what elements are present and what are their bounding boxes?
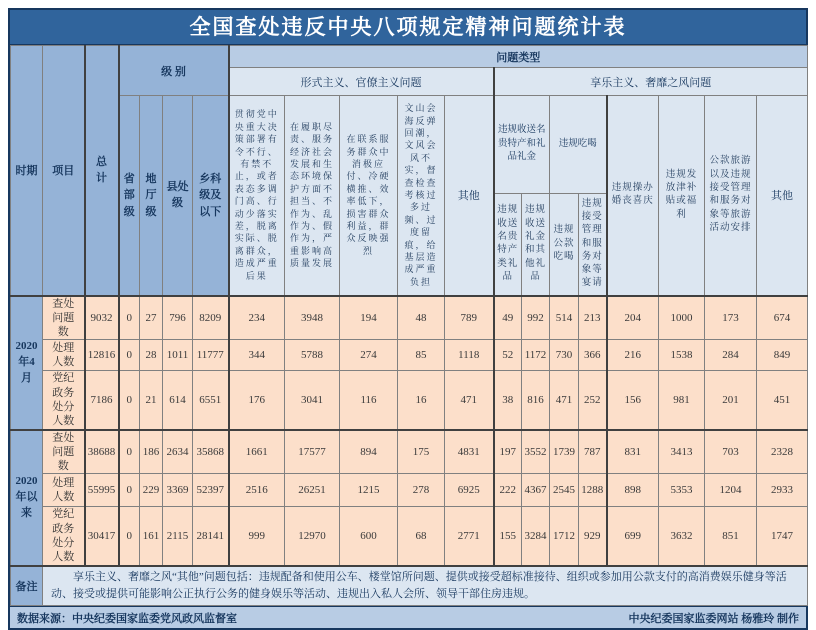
- value-cell: 2634: [163, 430, 193, 474]
- value-cell: 161: [140, 507, 163, 566]
- col-header-level-prefecture: 地厅级: [140, 96, 163, 296]
- credit: 中央纪委国家监委网站 杨雅玲 制作: [628, 612, 799, 625]
- value-cell: 116: [340, 371, 398, 430]
- value-cell: 55995: [85, 474, 119, 507]
- value-cell: 194: [340, 296, 398, 340]
- value-cell: 26251: [285, 474, 340, 507]
- value-cell: 49: [494, 296, 522, 340]
- value-cell: 6925: [445, 474, 494, 507]
- col-header-formalism-group: 形式主义、官僚主义问题: [229, 68, 494, 96]
- value-cell: 3632: [659, 507, 705, 566]
- col-header-gift-specialty: 违规收送名贵特产类礼品: [494, 194, 522, 296]
- value-cell: 789: [445, 296, 494, 340]
- value-cell: 3369: [163, 474, 193, 507]
- col-header-formalism-1: 贯彻党中央重大决策部署有令不行、有禁不止，或者表态多调门高、行动少落实差，脱离实际、脱离群众，造成严重后果: [229, 96, 285, 296]
- value-cell: 3041: [285, 371, 340, 430]
- value-cell: 173: [705, 296, 757, 340]
- value-cell: 0: [119, 507, 140, 566]
- statistics-sheet: [8, 8, 808, 630]
- value-cell: 11777: [193, 340, 229, 371]
- value-cell: 1739: [550, 430, 579, 474]
- value-cell: 1011: [163, 340, 193, 371]
- value-cell: 17577: [285, 430, 340, 474]
- col-header-travel: 公款旅游以及违规接受管理和服务对象等旅游活动安排: [705, 96, 757, 296]
- value-cell: 213: [579, 296, 607, 340]
- value-cell: 156: [607, 371, 659, 430]
- value-cell: 176: [229, 371, 285, 430]
- value-cell: 234: [229, 296, 285, 340]
- value-cell: 229: [140, 474, 163, 507]
- value-cell: 1215: [340, 474, 398, 507]
- value-cell: 0: [119, 474, 140, 507]
- value-cell: 344: [229, 340, 285, 371]
- value-cell: 16: [398, 371, 445, 430]
- value-cell: 175: [398, 430, 445, 474]
- value-cell: 3284: [522, 507, 550, 566]
- value-cell: 12970: [285, 507, 340, 566]
- col-header-level-township: 乡科级及以下: [193, 96, 229, 296]
- value-cell: 5353: [659, 474, 705, 507]
- value-cell: 204: [607, 296, 659, 340]
- row-label: 处理人数: [43, 474, 85, 507]
- remark-text: 享乐主义、奢靡之风“其他”问题包括：违规配备和使用公车、楼堂馆所问题、提供或接受超标准接待、组织或参加用公款支付的高消费娱乐健身等活动、接受或提供可能影响公正执行公务的健身娱乐等活动、违规出入私人会所、领导干部住房违规。: [43, 566, 808, 606]
- value-cell: 600: [340, 507, 398, 566]
- table-row: [11, 474, 808, 507]
- value-cell: 787: [579, 430, 607, 474]
- value-cell: 699: [607, 507, 659, 566]
- col-header-formalism-other: 其他: [445, 96, 494, 296]
- value-cell: 8209: [193, 296, 229, 340]
- value-cell: 981: [659, 371, 705, 430]
- table-row: [11, 296, 808, 340]
- value-cell: 35868: [193, 430, 229, 474]
- value-cell: 2328: [757, 430, 808, 474]
- col-header-level-province: 省部级: [119, 96, 140, 296]
- value-cell: 197: [494, 430, 522, 474]
- value-cell: 898: [607, 474, 659, 507]
- value-cell: 1538: [659, 340, 705, 371]
- col-header-wedding-funeral: 违规操办婚丧喜庆: [607, 96, 659, 296]
- value-cell: 451: [757, 371, 808, 430]
- value-cell: 831: [607, 430, 659, 474]
- row-label: 查处问题数: [43, 430, 85, 474]
- value-cell: 0: [119, 371, 140, 430]
- value-cell: 216: [607, 340, 659, 371]
- value-cell: 85: [398, 340, 445, 371]
- value-cell: 7186: [85, 371, 119, 430]
- col-header-eat-group: 违规吃喝: [550, 96, 607, 194]
- col-header-gift-cash: 违规收送礼金和其他礼品: [522, 194, 550, 296]
- value-cell: 796: [163, 296, 193, 340]
- value-cell: 52397: [193, 474, 229, 507]
- value-cell: 48: [398, 296, 445, 340]
- value-cell: 252: [579, 371, 607, 430]
- col-header-item: 项目: [43, 46, 85, 296]
- value-cell: 155: [494, 507, 522, 566]
- table-row: [11, 430, 808, 474]
- value-cell: 730: [550, 340, 579, 371]
- value-cell: 38: [494, 371, 522, 430]
- value-cell: 4831: [445, 430, 494, 474]
- col-header-hedonism-group: 享乐主义、奢靡之风问题: [494, 68, 808, 96]
- value-cell: 1288: [579, 474, 607, 507]
- value-cell: 1118: [445, 340, 494, 371]
- row-label: 处理人数: [43, 340, 85, 371]
- value-cell: 851: [705, 507, 757, 566]
- row-label: 查处问题数: [43, 296, 85, 340]
- value-cell: 849: [757, 340, 808, 371]
- value-cell: 3413: [659, 430, 705, 474]
- value-cell: 1172: [522, 340, 550, 371]
- value-cell: 21: [140, 371, 163, 430]
- value-cell: 514: [550, 296, 579, 340]
- statistics-table: [10, 45, 808, 606]
- value-cell: 222: [494, 474, 522, 507]
- value-cell: 27: [140, 296, 163, 340]
- value-cell: 5788: [285, 340, 340, 371]
- table-row: [11, 371, 808, 430]
- value-cell: 816: [522, 371, 550, 430]
- value-cell: 1204: [705, 474, 757, 507]
- value-cell: 52: [494, 340, 522, 371]
- value-cell: 1712: [550, 507, 579, 566]
- value-cell: 2933: [757, 474, 808, 507]
- col-header-hedonism-other: 其他: [757, 96, 808, 296]
- table-row: [11, 340, 808, 371]
- value-cell: 0: [119, 296, 140, 340]
- value-cell: 38688: [85, 430, 119, 474]
- col-header-problem-type: 问题类型: [229, 46, 808, 68]
- header-row-1: [11, 46, 808, 68]
- footer-bar: [10, 606, 806, 628]
- value-cell: 12816: [85, 340, 119, 371]
- col-header-eat-banquet: 违规接受管理和服务对象等宴请: [579, 194, 607, 296]
- value-cell: 929: [579, 507, 607, 566]
- value-cell: 6551: [193, 371, 229, 430]
- value-cell: 28141: [193, 507, 229, 566]
- remark-label: 备注: [11, 566, 43, 606]
- value-cell: 9032: [85, 296, 119, 340]
- col-header-formalism-4: 文山会海反弹回潮，文风会风不实，督查检查考核过多过频、过度留痕，给基层造成严重负担: [398, 96, 445, 296]
- value-cell: 1747: [757, 507, 808, 566]
- table-row: [11, 507, 808, 566]
- value-cell: 68: [398, 507, 445, 566]
- value-cell: 894: [340, 430, 398, 474]
- value-cell: 2516: [229, 474, 285, 507]
- col-header-total: 总计: [85, 46, 119, 296]
- period-cell: 2020年以来: [11, 430, 43, 566]
- value-cell: 1000: [659, 296, 705, 340]
- row-label: 党纪政务处分人数: [43, 507, 85, 566]
- col-header-level-group: 级 别: [119, 46, 229, 96]
- value-cell: 2771: [445, 507, 494, 566]
- value-cell: 186: [140, 430, 163, 474]
- col-header-formalism-2: 在履职尽责、服务经济社会发展和生态环境保护方面不担当、不作为、乱作为、假作为，严重影响高质量发展: [285, 96, 340, 296]
- col-header-formalism-3: 在联系服务群众中消极应付、冷硬横推、效率低下，损害群众利益，群众反映强烈: [340, 96, 398, 296]
- row-label: 党纪政务处分人数: [43, 371, 85, 430]
- value-cell: 999: [229, 507, 285, 566]
- col-header-eat-public: 违规公款吃喝: [550, 194, 579, 296]
- value-cell: 674: [757, 296, 808, 340]
- value-cell: 278: [398, 474, 445, 507]
- value-cell: 274: [340, 340, 398, 371]
- page-title: 全国查处违反中央八项规定精神问题统计表: [10, 10, 806, 45]
- data-source: 数据来源：中央纪委国家监委党风政风监督室: [17, 612, 237, 625]
- period-cell: 2020年4月: [11, 296, 43, 430]
- col-header-gift-group: 违规收送名贵特产和礼品礼金: [494, 96, 550, 194]
- value-cell: 0: [119, 430, 140, 474]
- value-cell: 3948: [285, 296, 340, 340]
- value-cell: 992: [522, 296, 550, 340]
- value-cell: 366: [579, 340, 607, 371]
- col-header-level-county: 县处级: [163, 96, 193, 296]
- value-cell: 703: [705, 430, 757, 474]
- value-cell: 201: [705, 371, 757, 430]
- value-cell: 1661: [229, 430, 285, 474]
- value-cell: 471: [550, 371, 579, 430]
- value-cell: 614: [163, 371, 193, 430]
- value-cell: 2115: [163, 507, 193, 566]
- value-cell: 0: [119, 340, 140, 371]
- col-header-period: 时期: [11, 46, 43, 296]
- value-cell: 4367: [522, 474, 550, 507]
- value-cell: 2545: [550, 474, 579, 507]
- value-cell: 30417: [85, 507, 119, 566]
- header-row-3: [11, 96, 808, 194]
- remark-row: [11, 566, 808, 606]
- value-cell: 471: [445, 371, 494, 430]
- col-header-subsidy: 违规发放津补贴或福利: [659, 96, 705, 296]
- value-cell: 284: [705, 340, 757, 371]
- value-cell: 3552: [522, 430, 550, 474]
- value-cell: 28: [140, 340, 163, 371]
